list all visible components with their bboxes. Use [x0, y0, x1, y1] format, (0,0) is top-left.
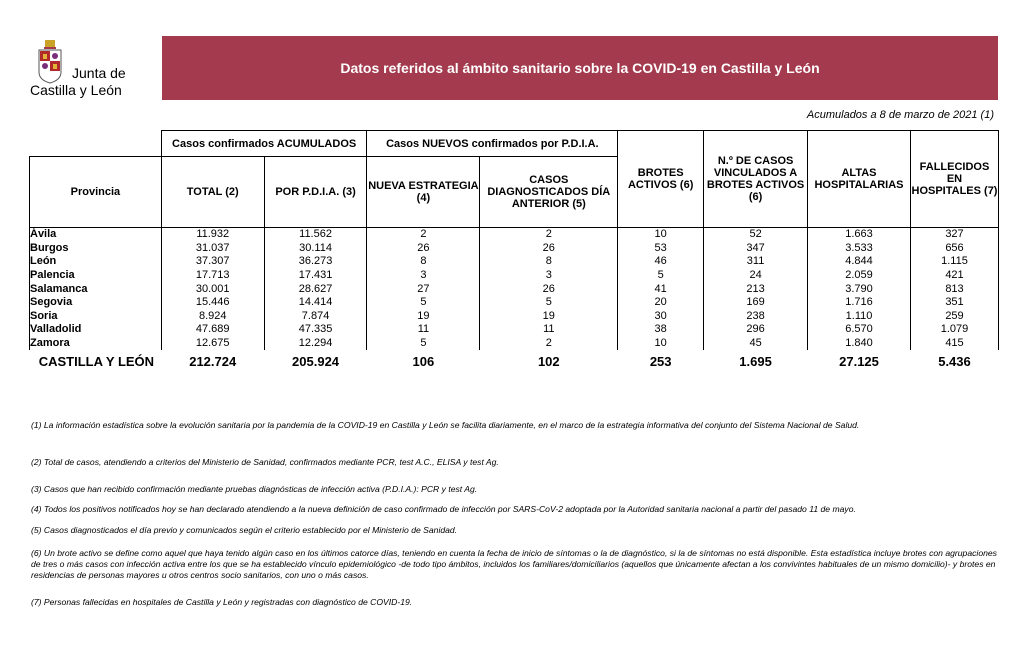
value-cell: 2 [367, 228, 480, 242]
footnote: (3) Casos que han recibido confirmación mediante pruebas diagnósticas de infección activa (P.D.I.A.): PCR y test Ag. [31, 484, 478, 494]
province-cell: Ávila [30, 228, 162, 242]
value-cell: 311 [704, 255, 808, 269]
value-cell: 2.059 [808, 269, 911, 283]
value-cell: 415 [910, 337, 998, 351]
value-cell: 421 [910, 269, 998, 283]
col-provincia: Provincia [30, 157, 162, 228]
value-cell: 5 [618, 269, 704, 283]
value-cell: 12.294 [264, 337, 367, 351]
province-cell: Salamanca [30, 282, 162, 296]
value-cell: 238 [704, 310, 808, 324]
value-cell: 11 [480, 323, 618, 337]
total-value: 27.125 [839, 353, 879, 369]
value-cell: 36.273 [264, 255, 367, 269]
banner-title: Datos referidos al ámbito sanitario sobre la COVID-19 en Castilla y León [340, 60, 820, 76]
value-cell: 2 [480, 228, 618, 242]
table-row [30, 296, 999, 310]
total-value: 1.695 [739, 353, 772, 369]
value-cell: 6.570 [808, 323, 911, 337]
value-cell: 46 [618, 255, 704, 269]
covid-table [29, 130, 999, 372]
footnote: (1) La información estadística sobre la evolución sanitaria por la pandemia de la COVID-19 en Castilla y León se facilita diariamente, en el marco de la estrategia informativa del conjunto del Sistema Nacional de Salud. [31, 420, 860, 430]
value-cell: 14.414 [264, 296, 367, 310]
value-cell: 37.307 [161, 255, 264, 269]
value-cell: 1.079 [910, 323, 998, 337]
value-cell: 52 [704, 228, 808, 242]
value-cell: 327 [910, 228, 998, 242]
value-cell: 5 [367, 296, 480, 310]
col-total: TOTAL (2) [161, 157, 264, 228]
value-cell: 19 [480, 310, 618, 324]
footnote: (7) Personas fallecidas en hospitales de Castilla y León y registradas con diagnóstico de COVID-19. [31, 597, 413, 607]
value-cell: 1.840 [808, 337, 911, 351]
value-cell: 4.844 [808, 255, 911, 269]
total-label: CASTILLA Y LEÓN [38, 353, 155, 369]
value-cell: 26 [480, 282, 618, 296]
value-cell: 351 [910, 296, 998, 310]
value-cell: 26 [367, 242, 480, 256]
value-cell: 30 [618, 310, 704, 324]
value-cell: 5 [367, 337, 480, 351]
value-cell: 5 [480, 296, 618, 310]
value-cell: 24 [704, 269, 808, 283]
value-cell: 8.924 [161, 310, 264, 324]
value-cell: 2 [480, 337, 618, 351]
province-cell: Palencia [30, 269, 162, 283]
accumulated-date: Acumulados a 8 de marzo de 2021 (1) [806, 109, 994, 121]
value-cell: 15.446 [161, 296, 264, 310]
value-cell: 26 [480, 242, 618, 256]
value-cell: 17.431 [264, 269, 367, 283]
total-value: 205.924 [292, 353, 340, 369]
total-row [30, 350, 999, 372]
value-cell: 3 [367, 269, 480, 283]
value-cell: 7.874 [264, 310, 367, 324]
value-cell: 3.533 [808, 242, 911, 256]
footnote: (4) Todos los positivos notificados hoy se han declarado atendiendo a la nueva definición de caso confirmado de infección por SARS-CoV-2 adoptada por la Autoridad sanitaria nacional a partir del pasado 11 de mayo. [31, 504, 856, 514]
value-cell: 3.790 [808, 282, 911, 296]
table-row [30, 269, 999, 283]
value-cell: 347 [704, 242, 808, 256]
blank-header [30, 131, 162, 157]
province-cell: Segovia [30, 296, 162, 310]
group-header-accumulated: Casos confirmados ACUMULADOS [161, 131, 367, 157]
group-header-new: Casos NUEVOS confirmados por P.D.I.A. [367, 131, 618, 157]
coat-of-arms-icon [36, 40, 64, 84]
footnote: (5) Casos diagnosticados el día previo y comunicados según el criterio establecido por el Ministerio de Sanidad. [31, 525, 458, 535]
value-cell: 45 [704, 337, 808, 351]
table-body [30, 228, 999, 373]
value-cell: 656 [910, 242, 998, 256]
value-cell: 1.110 [808, 310, 911, 324]
total-value: 212.724 [189, 353, 237, 369]
title-banner [162, 36, 998, 100]
value-cell: 31.037 [161, 242, 264, 256]
junta-logo [28, 40, 138, 102]
table-row [30, 242, 999, 256]
total-value: 5.436 [938, 353, 971, 369]
province-cell: Zamora [30, 337, 162, 351]
value-cell: 38 [618, 323, 704, 337]
col-nueva-estrategia: NUEVA ESTRATEGIA (4) [367, 157, 480, 228]
value-cell: 11.932 [161, 228, 264, 242]
value-cell: 17.713 [161, 269, 264, 283]
total-value: 106 [412, 353, 435, 369]
value-cell: 10 [618, 228, 704, 242]
value-cell: 53 [618, 242, 704, 256]
value-cell: 11 [367, 323, 480, 337]
col-pdia: POR P.D.I.A. (3) [264, 157, 367, 228]
value-cell: 12.675 [161, 337, 264, 351]
col-brotes: BROTES ACTIVOS (6) [618, 131, 704, 228]
province-cell: Soria [30, 310, 162, 324]
value-cell: 27 [367, 282, 480, 296]
table-row [30, 337, 999, 351]
table-row [30, 323, 999, 337]
value-cell: 10 [618, 337, 704, 351]
col-altas: ALTAS HOSPITALARIAS [808, 131, 911, 228]
value-cell: 30.114 [264, 242, 367, 256]
table-row [30, 282, 999, 296]
col-vinculados: N.º DE CASOS VINCULADOS A BROTES ACTIVOS (6) [704, 131, 808, 228]
value-cell: 3 [480, 269, 618, 283]
value-cell: 1.115 [910, 255, 998, 269]
value-cell: 47.335 [264, 323, 367, 337]
total-value: 102 [537, 353, 560, 369]
value-cell: 169 [704, 296, 808, 310]
col-diagnosticados: CASOS DIAGNOSTICADOS DÍA ANTERIOR (5) [480, 157, 618, 228]
value-cell: 1.716 [808, 296, 911, 310]
value-cell: 30.001 [161, 282, 264, 296]
table-row [30, 310, 999, 324]
total-value: 253 [649, 353, 672, 369]
value-cell: 213 [704, 282, 808, 296]
footnote: (2) Total de casos, atendiendo a criterios del Ministerio de Sanidad, confirmados mediante PCR, test A.C., ELISA y test Ag. [31, 457, 499, 467]
province-cell: Valladolid [30, 323, 162, 337]
value-cell: 47.689 [161, 323, 264, 337]
value-cell: 20 [618, 296, 704, 310]
table-row [30, 255, 999, 269]
table-row [30, 228, 999, 242]
value-cell: 296 [704, 323, 808, 337]
value-cell: 28.627 [264, 282, 367, 296]
value-cell: 1.663 [808, 228, 911, 242]
value-cell: 8 [367, 255, 480, 269]
value-cell: 41 [618, 282, 704, 296]
province-cell: León [30, 255, 162, 269]
logo-line1: Junta de [72, 65, 126, 81]
col-fallecidos: FALLECIDOS EN HOSPITALES (7) [910, 131, 998, 228]
value-cell: 813 [910, 282, 998, 296]
footnote: (6) Un brote activo se define como aquel que haya tenido algún caso en los últimos catorce días, teniendo en cuenta la fecha de inicio de síntomas o la de diagnóstico, si la de síntomas no está disponible. Esta estadística incluye brotes con agrupaciones de tres o más casos con infección activa entre los que se ha establecido vínculo epidemiológico -de todo tipo ámbitos, incluidos los familiares/domiciliarios (aquellos que únicamente afectan a los convivintes habituales de un mismo domicilio)- y brotes en residencias de personas mayores u otros centros socio sanitarios, con uno o más casos. [31, 548, 997, 580]
province-cell: Burgos [30, 242, 162, 256]
value-cell: 11.562 [264, 228, 367, 242]
value-cell: 259 [910, 310, 998, 324]
value-cell: 19 [367, 310, 480, 324]
value-cell: 8 [480, 255, 618, 269]
logo-line2: Castilla y León [30, 82, 122, 98]
